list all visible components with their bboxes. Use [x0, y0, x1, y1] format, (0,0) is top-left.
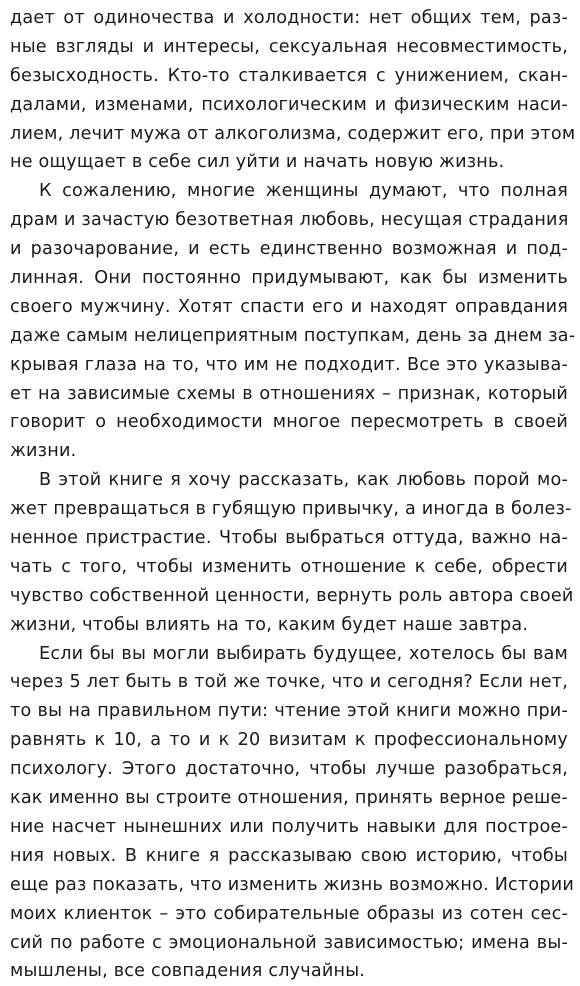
text-line: своего мужчину. Хотят спасти его и находят оправдания	[10, 296, 568, 317]
text-line: Если бы вы могли выбирать будущее, хотелось бы вам	[39, 643, 568, 664]
text-line: дает от одиночества и холодности: нет общих тем, раз-	[10, 8, 568, 28]
text-line: В этой книге я хочу рассказать, как любовь порой мо-	[39, 470, 568, 491]
text-line: сий по работе с эмоциональной зависимостью; имена вы-	[10, 932, 568, 953]
text-line: ные взгляды и интересы, сексуальная несовместимость,	[10, 36, 568, 57]
text-line: еще раз показать, что изменить жизнь возможно. Истории	[10, 874, 574, 895]
text-line: мышлены, все совпадения случайны.	[10, 961, 366, 982]
text-line: К сожалению, многие женщины думают, что полная	[39, 181, 568, 202]
text-line: моих клиенток – это собирательные образы из сотен сес-	[10, 903, 568, 924]
paragraph	[10, 4, 576, 177]
paragraph	[10, 177, 576, 466]
paragraph	[10, 466, 574, 639]
text-line: драм и зачастую безответная любовь, несущая страдания	[10, 210, 569, 231]
text-line: психологу. Этого достаточно, чтобы лучше разобраться,	[10, 759, 568, 780]
text-line: как именно вы строите отношения, принять верное реше-	[10, 788, 568, 809]
text-line: безысходность. Кто-то сталкивается с унижением, скан-	[10, 65, 568, 86]
text-line: лием, лечит мужа от алкоголизма, содержит его, при этом	[10, 123, 576, 144]
paragraph	[10, 640, 574, 986]
text-line: чувство собственной ценности, вернуть роль автора своей	[10, 585, 574, 606]
text-line: то вы на правильном пути: чтение этой книги можно при-	[10, 701, 568, 722]
text-line: не ощущает в себе сил уйти и начать новую жизнь.	[10, 152, 505, 173]
text-line: линная. Они постоянно придумывают, как бы изменить	[10, 268, 568, 289]
text-line: ния новых. В книге я рассказываю свою историю, чтобы	[10, 845, 568, 866]
text-line: крывая глаза на то, что им не подходит. Все это указыва-	[10, 354, 568, 375]
text-line: жизни, чтобы влиять на то, каким будет наше завтра.	[10, 614, 529, 635]
text-line: говорит о необходимости многое пересмотреть в своей	[10, 412, 568, 433]
text-line: и разочарование, и есть единственно возможная и под-	[10, 239, 568, 260]
text-line: жет превращаться в губящую привычку, а иногда в болез-	[10, 499, 572, 520]
text-line: даже самым нелицеприятным поступкам, день за днем за-	[10, 325, 576, 346]
text-line: ет на зависимые схемы в отношениях – признак, который	[10, 383, 568, 404]
text-line: через 5 лет быть в той же точке, что и сегодня? Если нет,	[10, 672, 568, 693]
text-line: ненное пристрастие. Чтобы выбраться оттуда, важно на-	[10, 528, 568, 549]
text-line: равнять к 10, а то и к 20 визитам к профессиональному	[10, 730, 568, 751]
text-line: далами, изменами, психологическим и физическим наси-	[10, 94, 568, 115]
text-line: ние насчет нынешних или получить навыки для построе-	[10, 816, 568, 837]
text-line: чать с того, чтобы изменить отношение к себе, обрести	[10, 556, 568, 577]
text-line: жизни.	[10, 441, 77, 462]
